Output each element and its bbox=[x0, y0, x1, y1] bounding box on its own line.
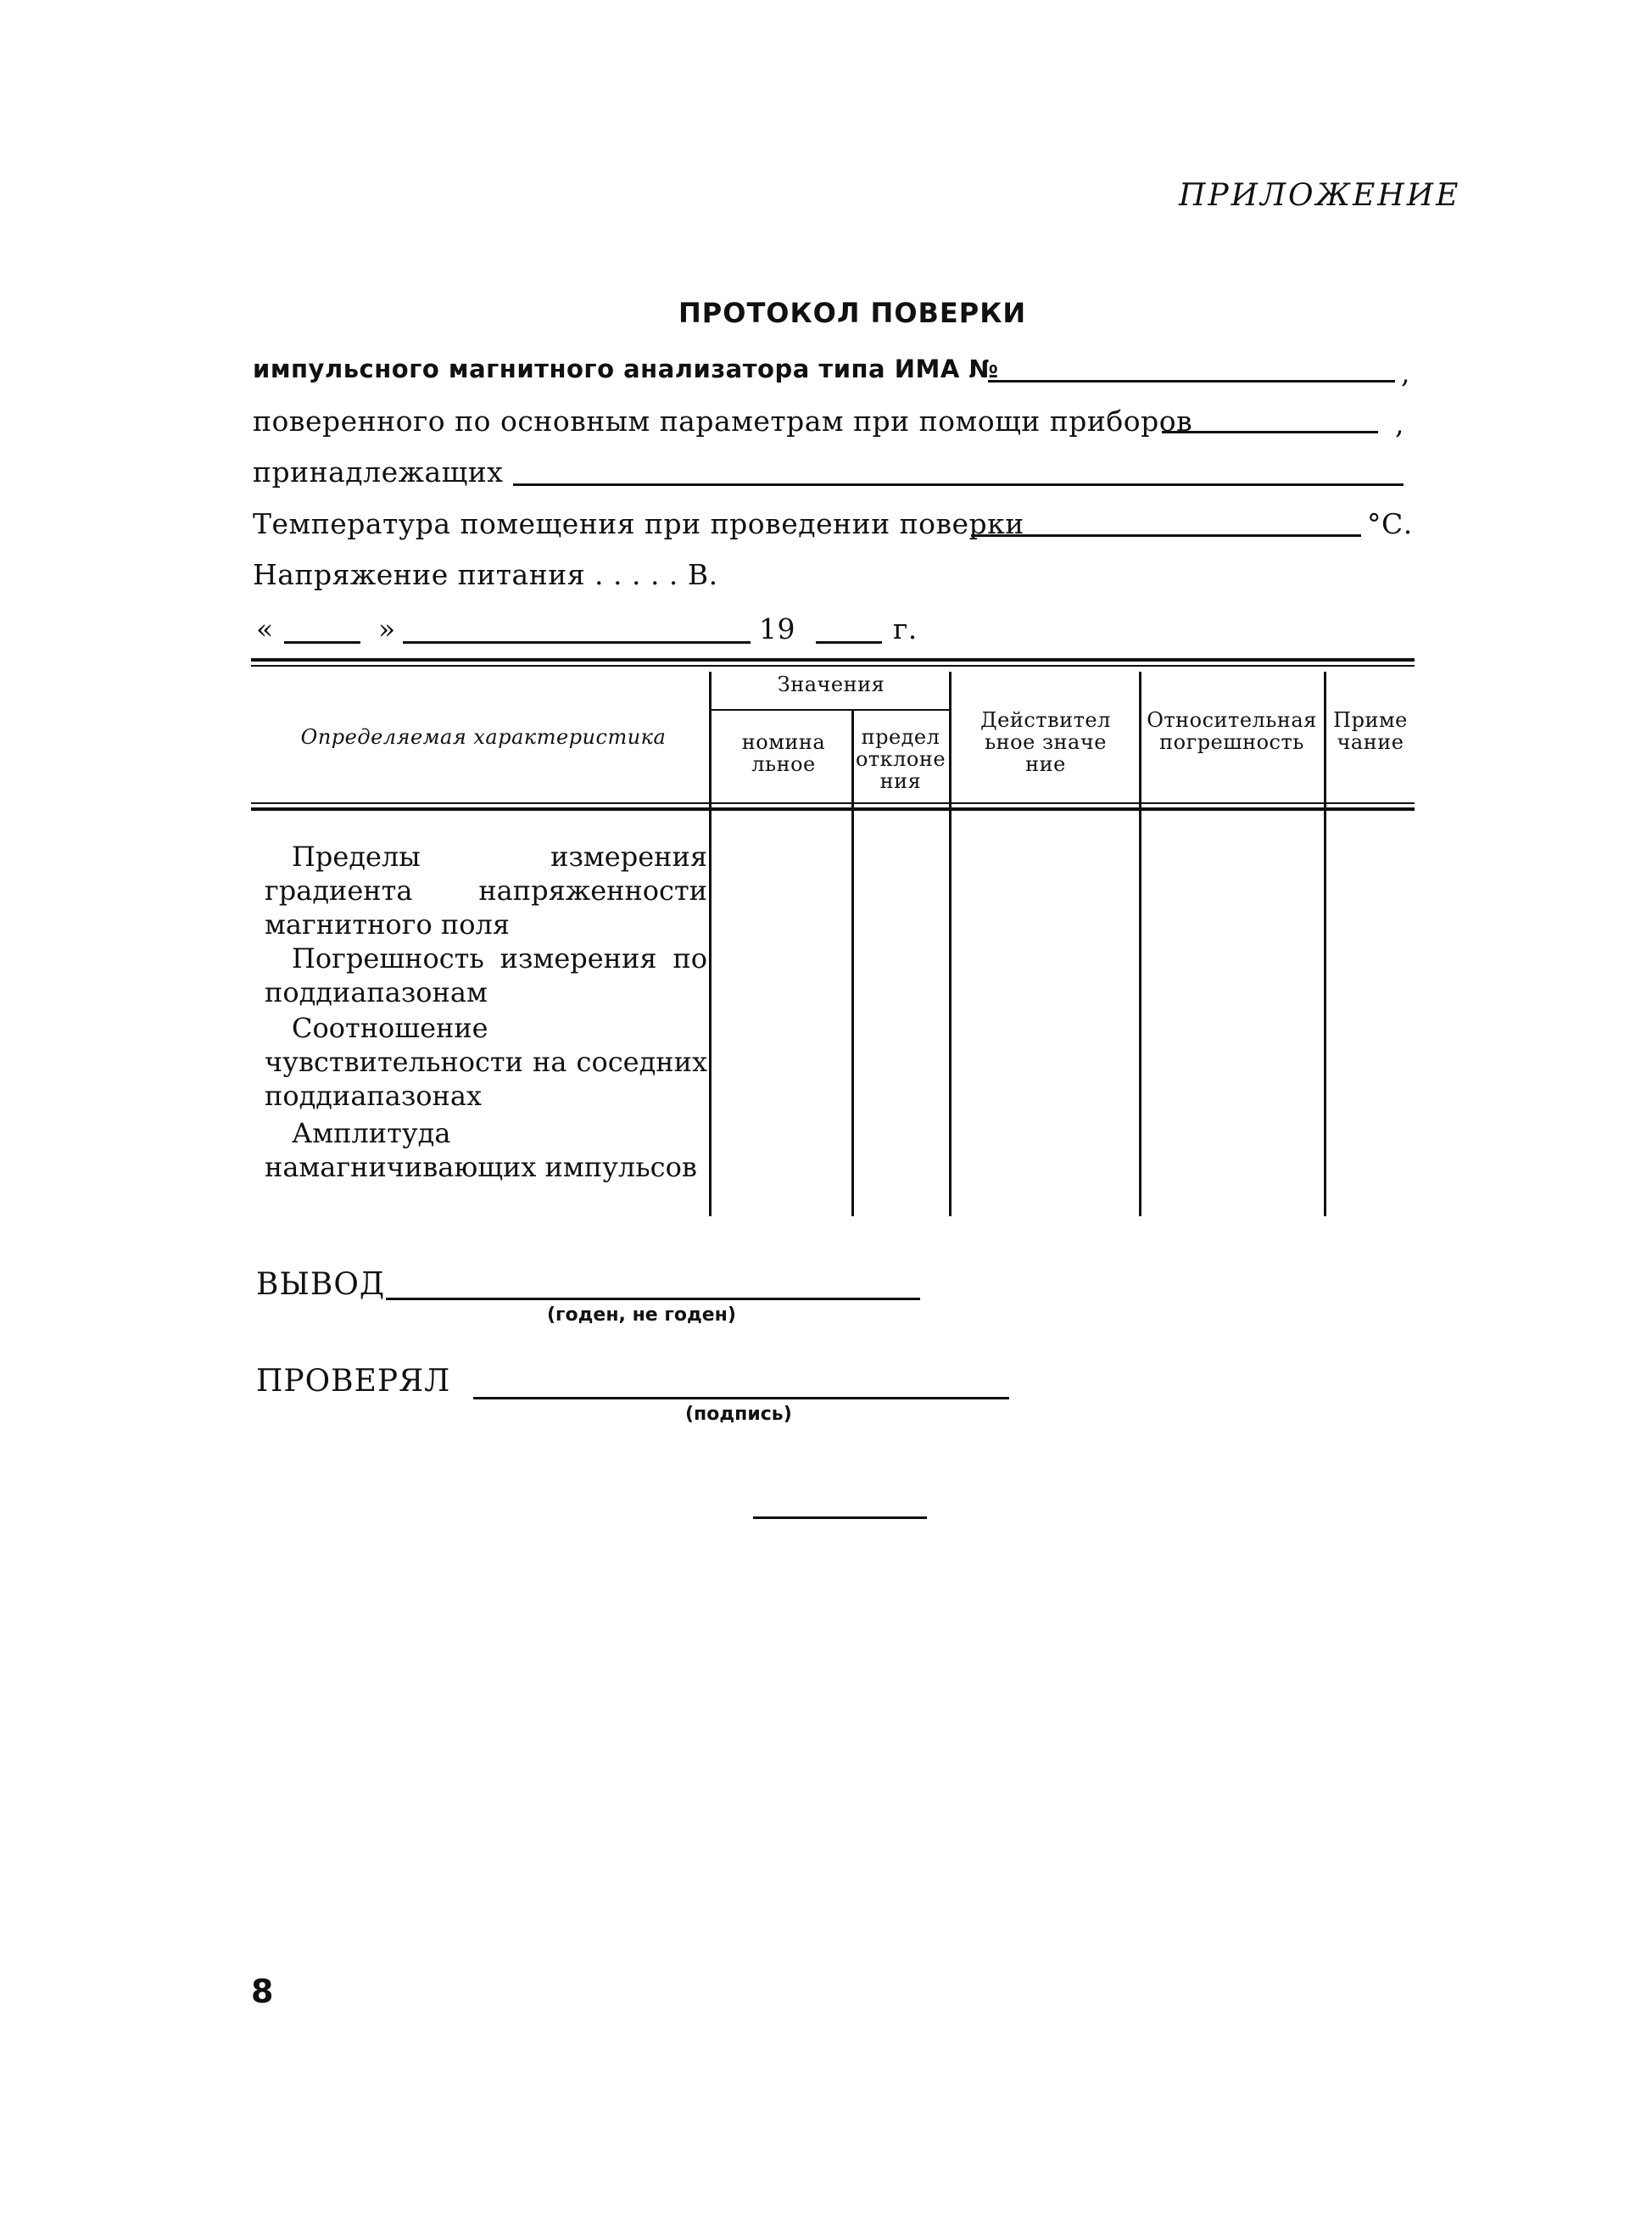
instruments-line: поверенного по основным параметрам при помощи приборов bbox=[253, 405, 1193, 438]
temperature-blank bbox=[971, 534, 1361, 537]
subtitle-line: импульсного магнитного анализатора типа ИМА № bbox=[253, 355, 999, 383]
values-subheader-rule bbox=[711, 709, 950, 711]
date-month-blank bbox=[403, 641, 751, 644]
instruments-blank bbox=[1162, 431, 1378, 433]
header-nominal: номинальное bbox=[741, 730, 826, 776]
row-label: Погрешность измерения по поддиапазонам bbox=[265, 942, 707, 1008]
conclusion-label: ВЫВОД bbox=[256, 1267, 386, 1302]
temperature-unit: °С. bbox=[1367, 507, 1413, 540]
date-suffix: г. bbox=[893, 612, 918, 645]
device-number-blank bbox=[988, 380, 1395, 383]
header-relative-error: Относительная погрешность bbox=[1147, 708, 1317, 754]
table-top-rule bbox=[251, 658, 1415, 662]
header-actual: Действительное значение bbox=[980, 708, 1111, 776]
appendix-label: ПРИЛОЖЕНИЕ bbox=[1179, 178, 1461, 213]
table-row-subrange-error bbox=[265, 941, 707, 1009]
col-divider bbox=[1324, 672, 1326, 1216]
owner-line: принадлежащих bbox=[253, 455, 504, 489]
table-row-sensitivity-ratio bbox=[265, 1011, 707, 1113]
col-divider bbox=[851, 711, 854, 1216]
row-label: Пределы измерения градиента напряженности магнитного поля bbox=[265, 841, 707, 941]
row-label: Соотношение чувствительности на соседних поддиапазонах bbox=[265, 1012, 707, 1112]
header-bottom-rule-2 bbox=[251, 807, 1415, 811]
header-values: Значения bbox=[777, 673, 885, 696]
conclusion-hint: (годен, не годен) bbox=[547, 1304, 736, 1326]
signature-blank bbox=[473, 1397, 1009, 1399]
comma-2: , bbox=[1395, 407, 1404, 440]
date-open-quote: « bbox=[256, 612, 274, 645]
date-day-blank bbox=[284, 641, 360, 644]
document-title: ПРОТОКОЛ ПОВЕРКИ bbox=[678, 297, 1027, 329]
col-divider bbox=[1139, 672, 1141, 1216]
checked-label: ПРОВЕРЯЛ bbox=[256, 1364, 451, 1399]
end-rule bbox=[753, 1516, 927, 1519]
owner-blank bbox=[513, 483, 1404, 486]
voltage-line: Напряжение питания . . . . . В. bbox=[253, 558, 718, 591]
temperature-line: Температура помещения при проведении поверки bbox=[253, 507, 1024, 540]
comma-1: , bbox=[1401, 356, 1410, 389]
date-year: 19 bbox=[759, 612, 795, 645]
date-close-quote: » bbox=[378, 612, 396, 645]
header-deviation: предел отклонения bbox=[855, 725, 946, 793]
table-row-pulse-amplitude bbox=[265, 1116, 707, 1184]
header-bottom-rule bbox=[251, 802, 1415, 804]
page-number: 8 bbox=[251, 1973, 274, 2010]
row-label: Амплитуда намагничивающих импульсов bbox=[265, 1117, 697, 1183]
col-divider bbox=[949, 672, 952, 1216]
signature-hint: (подпись) bbox=[685, 1404, 792, 1425]
col-divider bbox=[709, 672, 712, 1216]
header-note: Примечание bbox=[1333, 708, 1408, 754]
date-year-blank bbox=[816, 641, 882, 644]
conclusion-blank bbox=[386, 1298, 920, 1300]
table-row-gradient-limits bbox=[265, 840, 707, 941]
header-characteristic: Определяемая характеристика bbox=[300, 725, 667, 749]
table-top-rule-thin bbox=[251, 665, 1415, 667]
